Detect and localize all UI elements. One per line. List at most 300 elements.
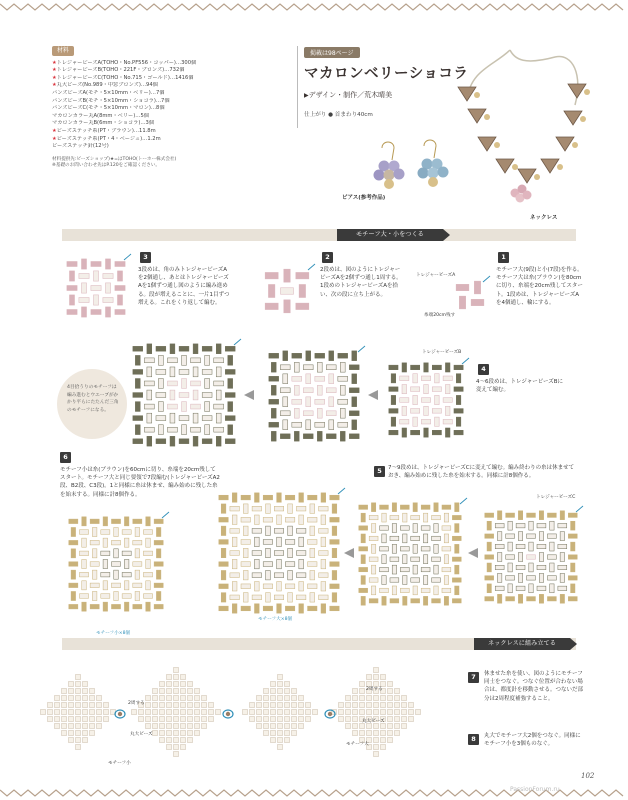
bead [167,724,172,729]
bead [338,353,348,358]
bead [277,559,282,568]
bead [423,534,427,543]
bead [144,358,154,363]
bead [265,272,278,278]
material-text: 丸大ビーズ(No.989・中窓ブロンズ)…94個 [56,82,158,89]
bead [497,573,501,582]
bead [135,591,139,600]
bead [361,576,365,585]
bead [90,703,95,708]
marudai-bead [118,712,122,716]
bead [69,604,78,608]
bead [310,548,315,557]
bead [285,689,290,694]
bead [497,532,501,541]
bead [381,724,386,729]
bead [382,555,386,564]
bead [202,696,207,701]
bead [292,422,302,427]
bead [41,710,46,715]
bead [568,597,577,601]
bead [250,703,255,708]
bead [103,538,107,547]
material-item [52,128,260,136]
bead [55,717,60,722]
bead [214,358,224,363]
bead [195,710,200,715]
bead [353,689,358,694]
bead [444,596,448,605]
motif-large-8rows [358,502,462,606]
bead [158,425,163,435]
bead [310,570,315,579]
arrow-left-icon [368,390,378,400]
bead [216,344,221,354]
bead [288,570,293,579]
bead [547,597,556,601]
bead [497,553,501,562]
bead [278,703,283,708]
step4-bead-label: トレジャービーズB [422,350,462,355]
bead [485,597,494,601]
bead [241,562,250,567]
bead [241,517,250,522]
step7-text: 休ませた糸を使い、図のようにモチーフ同士をつなぐ。つなぐ位置が合わない場合は、都度針を移動させる。つないだ部分は2周程度補強すること。 [484,671,584,702]
step2-diagram [264,268,310,314]
bead [271,731,276,736]
bead [133,369,143,374]
bead [82,538,86,547]
bead [144,381,154,386]
bead [292,724,297,729]
material-text: トレジャービーズA(TOHO・No.PF556・コッパー)…300個 [56,59,197,66]
necklace-bead [584,89,590,95]
bead [154,540,163,544]
bead [388,703,393,708]
bead [264,717,269,722]
bead [133,439,143,444]
bead [160,682,165,687]
bead [182,402,187,412]
step8-text: 丸大でモチーフ大2個をつなぐ。同様にモチーフ小を3個ものなぐ。 [484,733,581,748]
materials-list [52,60,260,151]
bead [487,542,491,551]
bead [133,393,143,398]
bead [156,549,160,558]
bead [228,402,233,412]
bead [391,374,396,383]
bead [55,696,60,701]
bead [299,604,304,613]
bead [285,703,290,708]
step1-text: モチーフ大(9段)と小(7段)を作る。モチーフ大は糸(ブラウン)を80cmに切り、糸端を20cm残してスタート。1段めは、トレジャービーズAを4個通し、輪にする。 [496,267,583,306]
bead [388,717,393,722]
step5-badge: 5 [374,466,385,477]
bead [115,309,125,314]
bead [221,504,226,513]
bead [263,562,272,567]
bead [352,351,357,361]
bead [392,586,396,595]
bead [550,542,554,551]
bead [90,519,99,523]
bead [257,717,262,722]
bead [395,696,400,701]
label-marudai-1: 丸大ビーズ [130,732,153,737]
bead [371,524,375,533]
bead [360,731,365,736]
bead [154,583,163,587]
bead [79,594,88,598]
bead [321,515,326,524]
bead [252,528,261,533]
bead [209,717,214,722]
bead [139,717,144,722]
bead [103,273,113,278]
bead [91,285,101,290]
bead [115,285,125,290]
bead [332,504,337,513]
bead [359,567,368,571]
bead [170,367,175,377]
bead [278,696,283,701]
bead [374,724,379,729]
bead [170,390,175,400]
bead [539,594,543,603]
bead [105,283,110,293]
bead [216,390,221,400]
bead [266,548,271,557]
bead [400,398,409,403]
bead [389,387,398,392]
bead [299,696,304,701]
bead [443,398,452,403]
watermark: PassionForum.ru [510,786,560,793]
bead [266,593,271,602]
bead [69,703,74,708]
bead [288,526,293,535]
bead [232,582,237,591]
bead [299,284,305,297]
bead [374,710,379,715]
bead [156,416,166,421]
bead [402,696,407,701]
bead [105,307,110,317]
page-number: 102 [581,772,595,780]
bead [292,689,297,694]
bead [299,582,304,591]
materials-note-1: 材料提供先:ビーズショップ)★=はTOHO(トーホー株式会社) [52,156,177,162]
bead [105,259,110,269]
bead [560,532,564,541]
bead [338,376,348,381]
bead [154,562,163,566]
bead [294,385,299,395]
bead [76,745,81,750]
bead [382,596,386,605]
bead [182,379,187,389]
arrow-left-icon [468,548,478,558]
bead [421,567,430,571]
bead [156,369,166,374]
bead [352,397,357,407]
bead [455,524,459,533]
materials-note-2: ※基礎のお問い合わせ先はP.120をご確認ください。 [52,163,161,169]
bead [571,563,575,572]
bead [518,594,522,603]
bead [191,358,201,363]
bead [306,420,311,430]
bead [269,399,279,404]
bead [188,710,193,715]
bead [69,519,78,523]
bead [308,495,317,500]
bead [299,703,304,708]
bead [280,434,290,439]
bead [395,710,400,715]
bead [90,717,95,722]
bead [374,738,379,743]
bead [442,526,451,530]
bead [388,724,393,729]
bead [271,717,276,722]
material-text: トレジャービーズB(TOHO・221F・ブロンズ)…732個 [56,67,185,74]
bead [277,493,282,502]
bead [146,517,150,526]
thread-arrow [483,276,490,282]
bead [485,555,494,559]
bead [147,390,152,400]
bead [158,355,163,365]
bead [228,425,233,435]
bead [167,696,172,701]
bead [283,374,288,384]
bead [254,559,259,568]
bead [266,504,271,513]
bead [285,517,294,522]
bead [168,381,178,386]
bead [160,703,165,708]
bead [361,555,365,564]
bead [319,528,328,533]
step8-badge: 8 [468,734,479,745]
motif-large-4rows [388,362,464,438]
bead [353,696,358,701]
bead [413,565,417,574]
bead [83,717,88,722]
bead [103,517,107,526]
bead [285,562,294,567]
bead [571,521,575,530]
bead [181,724,186,729]
bead [516,586,525,590]
bead [271,362,276,372]
step3-badge: 3 [140,252,151,263]
bead [191,381,201,386]
bead [277,537,282,546]
bead [278,745,283,750]
bead [319,551,328,556]
bead [269,422,279,427]
bead [413,503,417,512]
bead [444,513,448,522]
bead [392,544,396,553]
necklace-motif [568,84,586,98]
bead [117,271,122,281]
bead [308,540,317,545]
bead [306,710,311,715]
bead [411,430,420,435]
bead [367,703,372,708]
bead [444,576,448,585]
bead [146,710,151,715]
bead [160,717,165,722]
bead [232,515,237,524]
bead [271,724,276,729]
bead [135,402,140,412]
bead [340,431,345,441]
bead [179,393,189,398]
bead [288,593,293,602]
bead [284,300,290,313]
bead [97,724,102,729]
bead [388,738,393,743]
bead [315,422,325,427]
bead [76,710,81,715]
bead [389,365,398,370]
bead [264,724,269,729]
bead [76,738,81,743]
bead [360,703,365,708]
necklace-motif [496,159,514,173]
bead [181,682,186,687]
bead [508,521,512,530]
bead [395,689,400,694]
page-title: マカロンベリーショコラ [304,65,469,82]
bead [146,724,151,729]
bead [285,682,290,687]
bead [403,513,407,522]
bead [266,570,271,579]
step7-badge: 7 [468,672,479,683]
bead [432,557,441,561]
thread-arrow [338,488,345,494]
bead [202,703,207,708]
bead [76,703,81,708]
bead [264,689,269,694]
thread-arrow [234,339,241,345]
motif-small-caption: モチーフ小×8個 [96,631,131,636]
bead [456,374,461,383]
bead [539,553,543,562]
bead [303,434,313,439]
bead [146,559,150,568]
bead [174,738,179,743]
star-icon: ★ [52,74,57,81]
bead [115,261,125,266]
bead [539,532,543,541]
step3-diagram [66,258,126,318]
bead [135,425,140,435]
bead [101,594,110,598]
bead [263,540,272,545]
bead [413,524,417,533]
bead [156,346,166,351]
bead [219,562,228,567]
bead [395,717,400,722]
bead [92,570,96,579]
designer-text: デザイン・制作／荒木晴美 [308,91,393,99]
bead [168,358,178,363]
bead [444,555,448,564]
bead [202,724,207,729]
bead [195,703,200,708]
bead [529,563,533,572]
bead [101,572,110,576]
bead [69,710,74,715]
bead [487,584,491,593]
bead [330,584,339,589]
bead [135,527,139,536]
bead [232,537,237,546]
bead [339,703,344,708]
bead [153,731,158,736]
bead [271,385,276,395]
bead [181,675,186,680]
star-icon: ★ [52,127,57,134]
bead [104,710,109,715]
bead [114,591,118,600]
bead [423,555,427,564]
bead [174,752,179,757]
bead [158,379,163,389]
bead [154,604,163,608]
bead [558,544,567,548]
bead [560,573,564,582]
bead [445,385,450,394]
bead [76,675,81,680]
bead [550,584,554,593]
bead [380,567,389,571]
necklace-motif [541,159,559,173]
arrow-left-icon [344,548,354,558]
bead [330,495,339,500]
bead [79,551,88,555]
bead [182,355,187,365]
bead [367,731,372,736]
bead [167,717,172,722]
bead [221,526,226,535]
bead [278,731,283,736]
motif-large-7rows [484,510,578,604]
bead [167,703,172,708]
bead [456,395,461,404]
bead [303,411,313,416]
bead [296,551,305,556]
bead [434,524,438,533]
bead [193,390,198,400]
bead [374,745,379,750]
bead [79,530,88,534]
bead [338,399,348,404]
material-item [52,98,260,106]
bead [153,710,158,715]
bead [369,578,378,582]
bead [369,557,378,561]
bead [101,551,110,555]
bead [421,398,430,403]
bead [90,604,99,608]
